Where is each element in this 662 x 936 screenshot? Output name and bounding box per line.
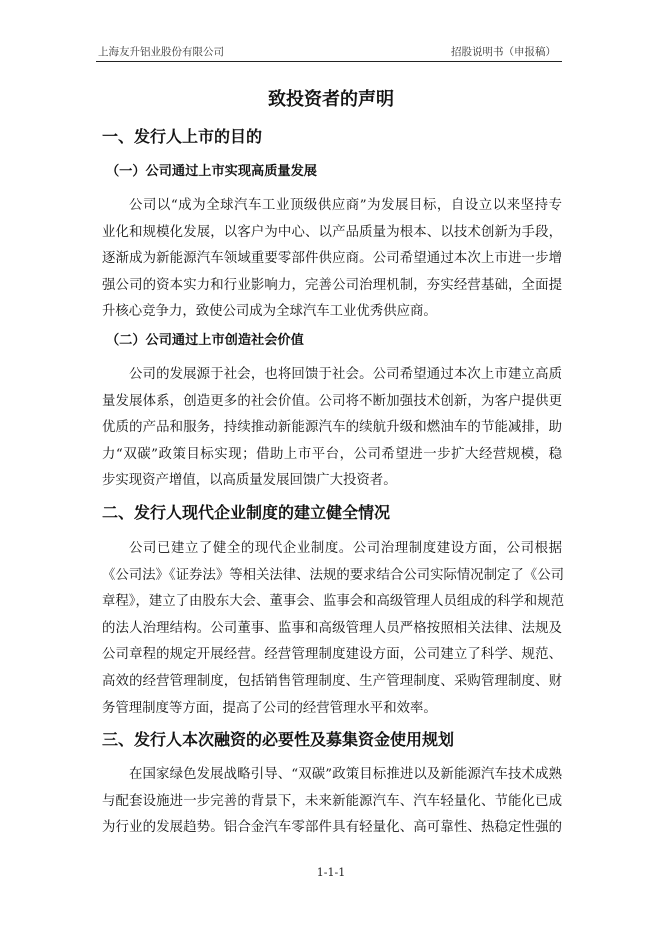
paragraph-line: 在国家绿色发展战略引导、“双碳”政策目标推进以及新能源汽车技术成熟 <box>129 767 562 782</box>
paragraph-line: 的法人治理结构。公司董事、监事和高级管理人员严格按照相关法律、法规及 <box>102 620 562 636</box>
running-header <box>96 44 562 62</box>
paragraph-line: 公司已建立了健全的现代企业制度。公司治理制度建设方面，公司根据 <box>129 541 562 556</box>
paragraph-line: 升核心竞争力，致使公司成为全球汽车工业优秀供应商。 <box>102 304 437 320</box>
subsection-heading-1-1: （一）公司通过上市实现高质量发展 <box>106 164 317 179</box>
paragraph-line: 步实现资产增值，以高质量发展回馈广大投资者。 <box>102 473 397 489</box>
paragraph-line: 公司章程的规定开展经营。经营管理制度建设方面，公司建立了科学、规范、 <box>102 647 562 663</box>
paragraph-line: 优质的产品和服务，持续推动新能源汽车的续航升级和燃油车的节能减排，助 <box>102 420 562 436</box>
paragraph-1-1 <box>102 193 562 326</box>
paragraph-line: 为行业的发展趋势。铝合金汽车零部件具有轻量化、高可靠性、热稳定性强的 <box>102 820 562 836</box>
section-heading-2: 二、发行人现代企业制度的建立健全情况 <box>102 503 391 522</box>
paragraph-line: 《公司法》《证券法》等相关法律、法规的要求结合公司实际情况制定了《公司 <box>102 567 564 583</box>
paragraph-line: 务管理制度等方面，提高了公司的经营管理水平和效率。 <box>102 700 437 716</box>
paragraph-line: 高效的经营管理制度，包括销售管理制度、生产管理制度、采购管理制度、财 <box>102 673 562 689</box>
section-heading-3: 三、发行人本次融资的必要性及募集资金使用规划 <box>102 730 455 749</box>
paragraph-line: 公司以“成为全球汽车工业顶级供应商”为发展目标，自设立以来坚持专 <box>129 198 562 213</box>
paragraph-line: 逐渐成为新能源汽车领域重要零部件供应商。公司希望通过本次上市进一步增 <box>102 251 562 267</box>
paragraph-line: 强公司的资本实力和行业影响力，完善公司治理机制，夯实经营基础，全面提 <box>102 277 562 293</box>
header-document-type: 招股说明书（申报稿） <box>451 46 556 58</box>
paragraph-line: 章程》，建立了由股东大会、董事会、监事会和高级管理人员组成的科学和规范 <box>102 594 564 610</box>
section-heading-1: 一、发行人上市的目的 <box>102 127 263 146</box>
document-title: 致投资者的声明 <box>268 89 394 110</box>
paragraph-line: 公司的发展源于社会，也将回馈于社会。公司希望通过本次上市建立高质 <box>129 367 562 382</box>
page-number: 1-1-1 <box>316 866 346 879</box>
paragraph-line: 量发展体系，创造更多的社会价值。公司将不断加强技术创新，为客户提供更 <box>102 393 562 409</box>
paragraph-1-2 <box>102 362 562 495</box>
paragraph-line: 力“双碳”政策目标实现；借助上市平台，公司希望进一步扩大经营规模，稳 <box>102 446 562 462</box>
paragraph-3 <box>102 762 562 842</box>
paragraph-line: 与配套设施进一步完善的背景下，未来新能源汽车、汽车轻量化、节能化已成 <box>102 793 562 809</box>
paragraph-2 <box>102 536 562 722</box>
paragraph-line: 业化和规模化发展，以客户为中心、以产品质量为根本、以技术创新为手段， <box>102 224 562 240</box>
subsection-heading-1-2: （二）公司通过上市创造社会价值 <box>106 333 304 348</box>
header-company-name: 上海友升铝业股份有限公司 <box>98 46 224 58</box>
